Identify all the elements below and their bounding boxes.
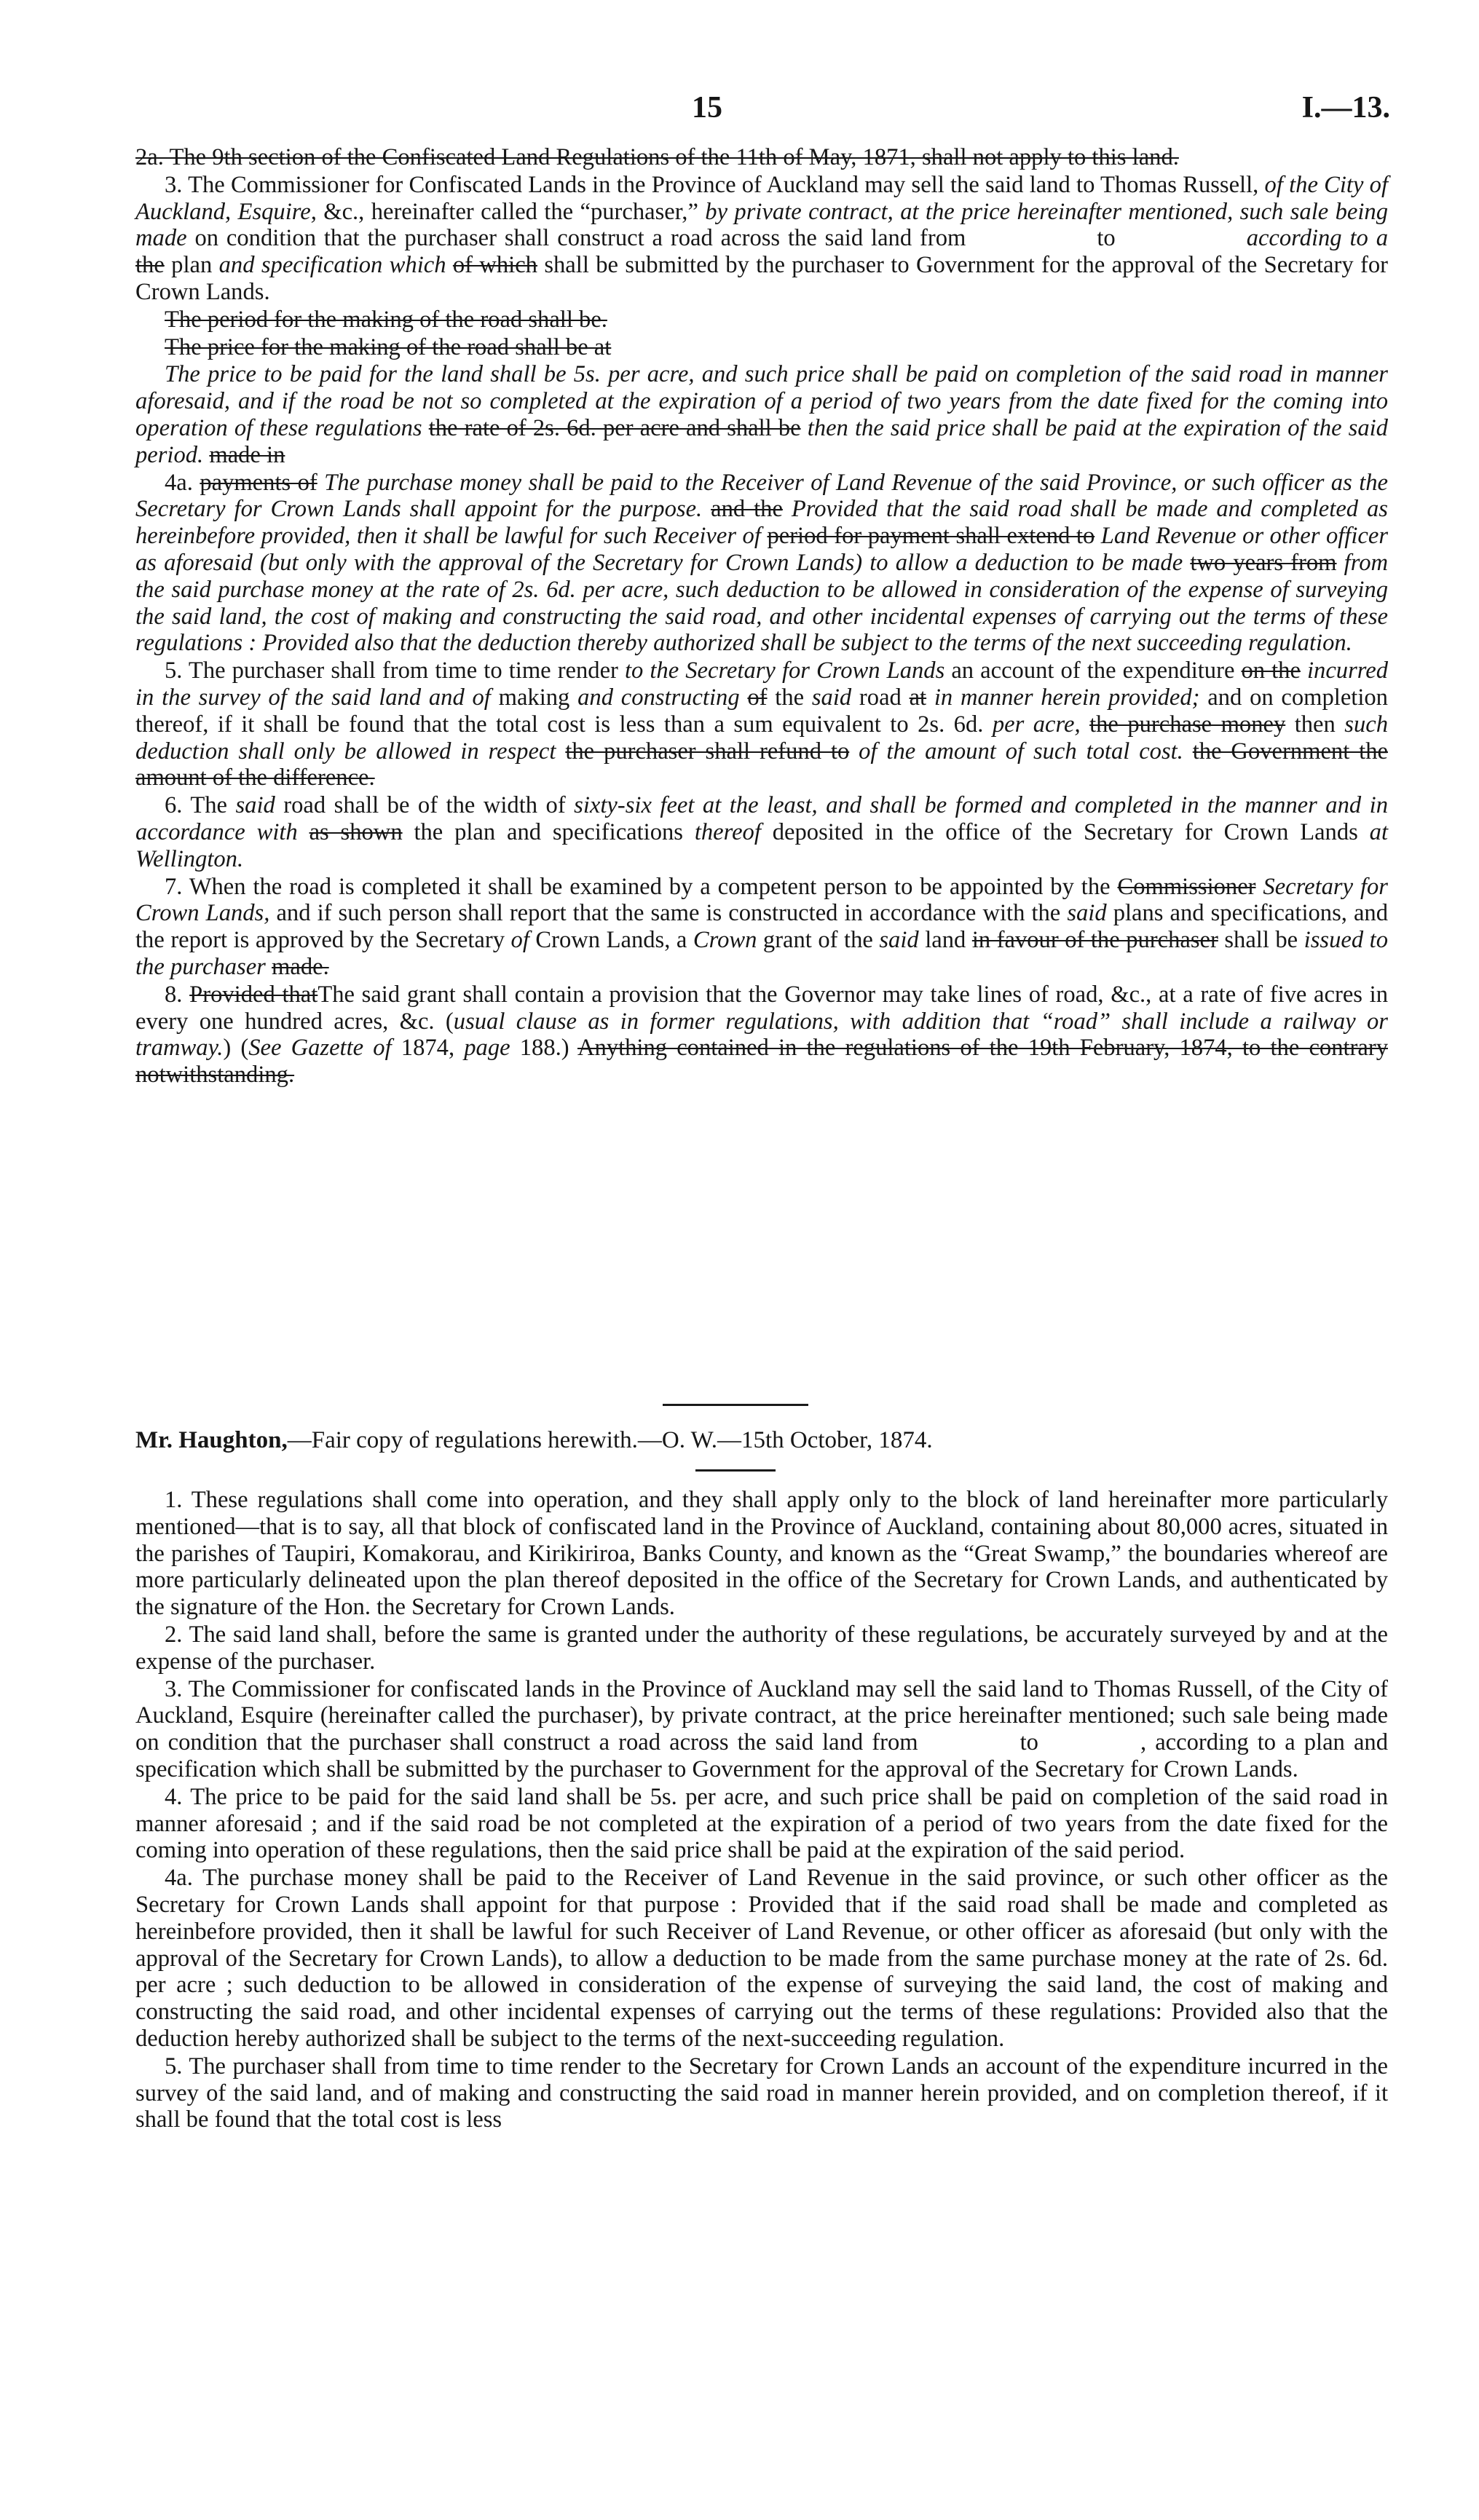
memo-addressee: Mr. Haughton, (135, 1427, 288, 1453)
paper-reference: I.—13. (1301, 91, 1390, 125)
clause-8-draft: 8. Provided thatThe said grant shall contain a provision that the Governor may take lines of road, &c., at a rate of five acres in every one hundred acres, &c. (usual clause as in former regulations, with addition that “road” shall include a railway or tramway.) (See Gazette of 1874, page 188.) Anything contained in the regulations of the 19th February, 1874, to the contrary notwithstanding. (135, 981, 1388, 1089)
draft-regulations (135, 144, 1388, 1089)
fair-clause-5: 5. The purchaser shall from time to time render to the Secretary for Crown Lands an account of the expenditure incurred in the survey of the said land, and of making and constructing the said road in manner herein provided, and on completion thereof, if it shall be found that the total cost is less (135, 2053, 1388, 2133)
fair-clause-4a: 4a. The purchase money shall be paid to the Receiver of Land Revenue in the said province, or such other officer as the Secretary for Crown Lands shall appoint for that purpose : Provided that if the said road shall be made and completed as hereinbefore provided, then it shall be lawful for such Receiver of Land Revenue, or other officer as aforesaid (but only with the approval of the Secretary for Crown Lands), to allow a deduction to be made from the same purchase money at the rate of 2s. 6d. per acre ; such deduction to be allowed in consideration of the expense of surveying the said land, the cost of making and constructing the said road, and other incidental expenses of carrying out the terms of these regulations: Provided also that the deduction hereby authorized shall be subject to the terms of the next-succeeding regulation. (135, 1865, 1388, 2052)
clause-4-draft: The price to be paid for the land shall be 5s. per acre, and such price shall be paid on completion of the said road in manner aforesaid, and if the road be not so completed at the expiration of a period of two years from the date fixed for the coming into operation of these regulations the rate of 2s. 6d. per acre and shall be then the said price shall be paid at the expiration of the said period. made in (135, 361, 1388, 468)
section-divider-bottom (695, 1469, 776, 1472)
fair-copy-regulations (135, 1487, 1388, 2134)
page-number: 15 (692, 91, 722, 125)
clause-3-draft: 3. The Commissioner for Confiscated Lands in the Province of Auckland may sell the said land to Thomas Russell, of the City of Auckland, Esquire, &c., hereinafter called the “purchaser,” by private contract, at the price hereinafter mentioned, such sale being made on condition that the purchaser shall construct a road across the said land from to according to a the plan and specification which of which shall be submitted by the purchaser to Government for the approval of the Secretary for Crown Lands. (135, 171, 1388, 305)
fair-clause-1: 1. These regulations shall come into operation, and they shall apply only to the block of land hereinafter more particularly mentioned—that is to say, all that block of confiscated land in the Province of Auckland, containing about 80,000 acres, situated in the parishes of Taupiri, Komakorau, and Kirikiriroa, Banks County, and known as the “Great Swamp,” the boundaries whereof are more particularly delineated upon the plan thereof deposited in the office of the Secretary for Crown Lands, and authenticated by the signature of the Hon. the Secretary for Crown Lands. (135, 1487, 1388, 1621)
memo-line (135, 1426, 1388, 1455)
struck-period-line: The period for the making of the road shall be. (165, 306, 607, 333)
fair-clause-4: 4. The price to be paid for the said land shall be 5s. per acre, and such price shall be paid on completion of the said road in manner aforesaid ; and if the said road be not completed at the expiration of a period of two years from the date fixed for the coming into operation of these regulations, then the said price shall be paid at the expiration of the said period. (135, 1783, 1388, 1864)
page-header (0, 90, 1479, 134)
fair-clause-2: 2. The said land shall, before the same is granted under the authority of these regulations, be accurately surveyed by and at the expense of the purchaser. (135, 1621, 1388, 1675)
clause-2a-struck: 2a. The 9th section of the Confiscated Land Regulations of the 11th of May, 1871, shall not apply to this land. (135, 144, 1179, 170)
clause-5-draft: 5. The purchaser shall from time to time render to the Secretary for Crown Lands an account of the expenditure on the incurred in the survey of the said land and of making and constructing of the said road at in manner herein provided; and on completion thereof, if it shall be found that the total cost is less than a sum equivalent to 2s. 6d. per acre, the purchase money then such deduction shall only be allowed in respect the purchaser shall refund to of the amount of such total cost. the Government the amount of the difference. (135, 657, 1388, 791)
memo-text: —Fair copy of regulations herewith.—O. W.—15th October, 1874. (287, 1427, 933, 1453)
struck-price-line: The price for the making of the road shall be at (165, 333, 612, 360)
clause-7-draft: 7. When the road is completed it shall be examined by a competent person to be appointed by the Commissioner Secretary for Crown Lands, and if such person shall report that the same is constructed in accordance with the said plans and specifications, and the report is approved by the Secretary of Crown Lands, a Crown grant of the said land in favour of the purchaser shall be issued to the purchaser made. (135, 873, 1388, 980)
fair-clause-3: 3. The Commissioner for confiscated lands in the Province of Auckland may sell the said land to Thomas Russell, of the City of Auckland, Esquire (hereinafter called the purchaser), by private contract, at the price hereinafter mentioned; such sale being made on condition that the purchaser shall construct a road across the said land from to , according to a plan and specification which shall be submitted by the purchaser to Government for the approval of the Secretary for Crown Lands. (135, 1675, 1388, 1782)
clause-4a-draft: 4a. payments of The purchase money shall be paid to the Receiver of Land Revenue of the said Province, or such officer as the Secretary for Crown Lands shall appoint for the purpose. and the Provided that the said road shall be made and completed as hereinbefore provided, then it shall be lawful for such Receiver of period for payment shall extend to Land Revenue or other officer as aforesaid (but only with the approval of the Secretary for Crown Lands) to allow a deduction to be made two years from from the said purchase money at the rate of 2s. 6d. per acre, such deduction to be allowed in consideration of the expense of surveying the said land, the cost of making and constructing the said road, and other incidental expenses of carrying out the terms of these regulations : Provided also that the deduction thereby authorized shall be subject to the terms of the next succeeding regulation. (135, 469, 1389, 657)
section-divider-top (663, 1404, 808, 1406)
clause-6-draft: 6. The said road shall be of the width of sixty-six feet at the least, and shall be formed and completed in the manner and in accordance with as shown the plan and specifications thereof deposited in the office of the Secretary for Crown Lands at Wellington. (135, 792, 1388, 872)
